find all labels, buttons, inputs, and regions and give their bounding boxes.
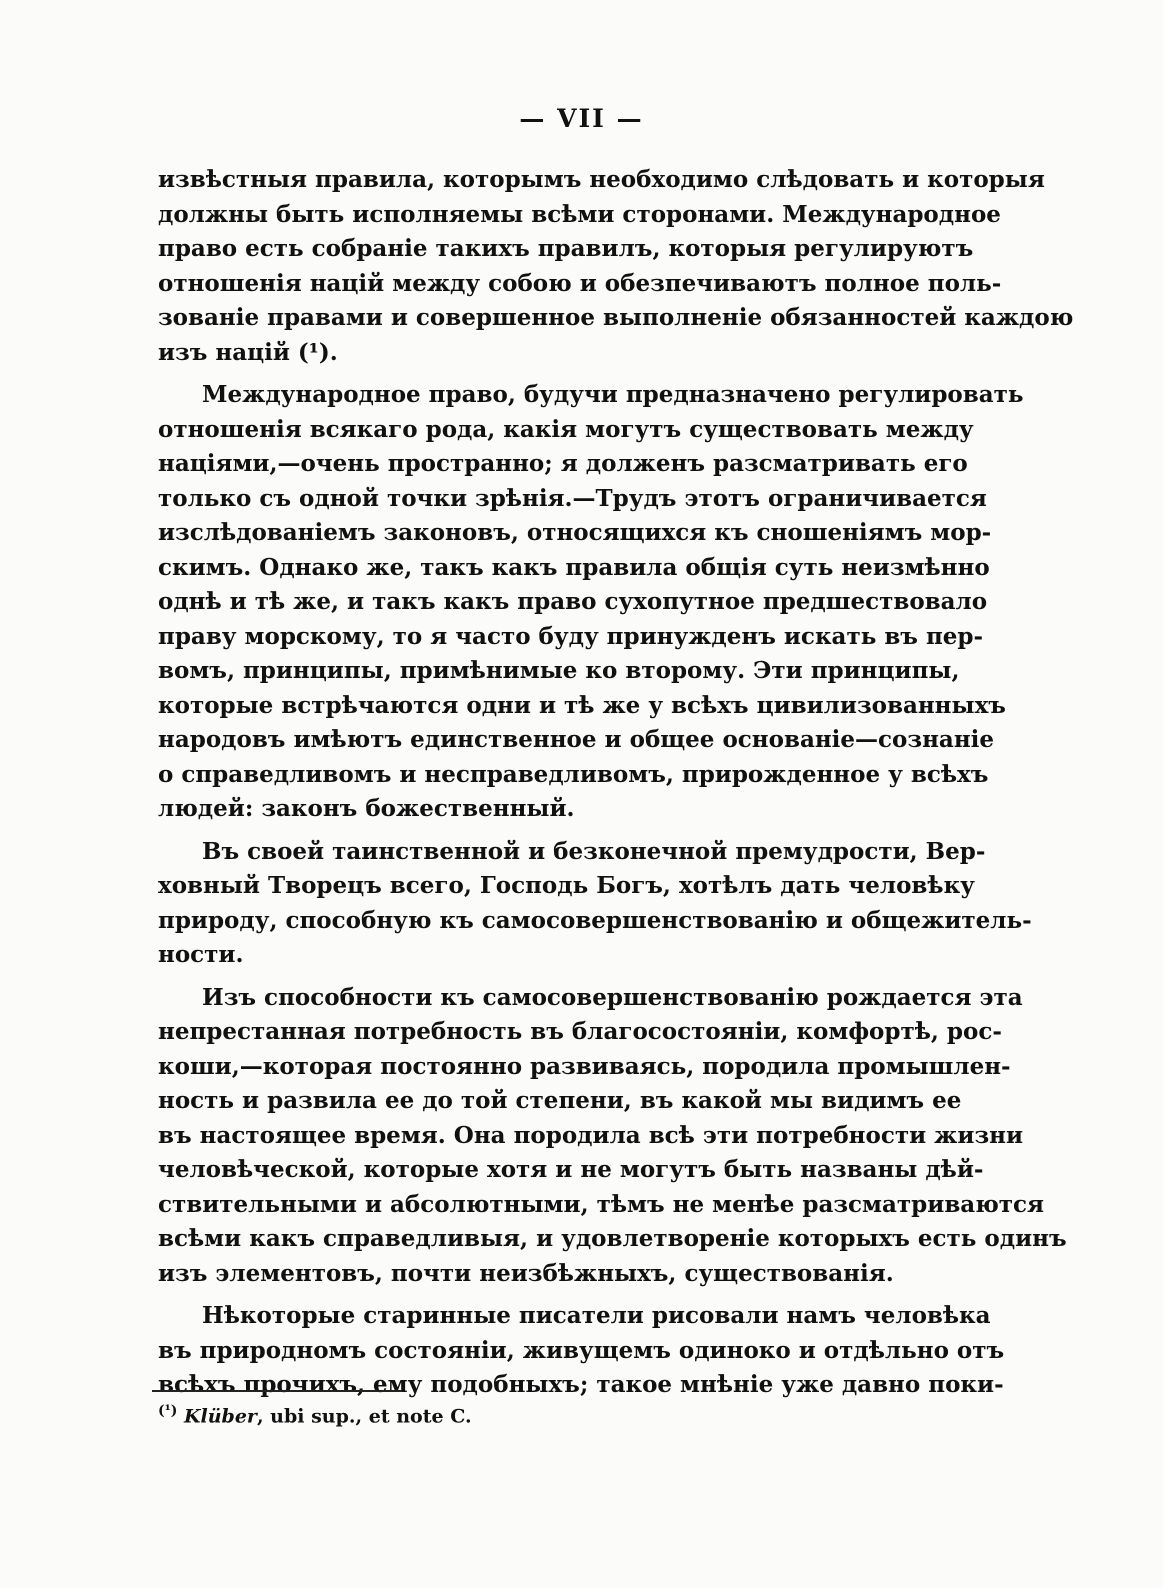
- footnote-author: Klüber: [184, 1405, 257, 1428]
- footnote: [158, 1403, 472, 1427]
- paragraph: [158, 1299, 1005, 1403]
- text-line: всѣхъ прочихъ, ему подобныхъ; такое мнѣніе уже давно поки-: [158, 1371, 1004, 1398]
- paragraph: [158, 835, 1032, 973]
- text-line: Изъ способности къ самосовершенствованію рождается эта: [202, 983, 1023, 1011]
- text-line: людей: законъ божественный.: [158, 795, 575, 822]
- paragraph: [158, 981, 1067, 1292]
- footnote-text: , ubi sup., et note C.: [256, 1405, 472, 1428]
- text-line: отношенія націй между собою и обезпечиваютъ полное поль-: [158, 269, 1002, 297]
- text-line: скимъ. Однако же, такъ какъ правила общія суть неизмѣнно: [158, 553, 990, 581]
- footnote-divider: [152, 1390, 402, 1392]
- text-line: Въ своей таинственной и безконечной премудрости, Вер-: [202, 837, 986, 865]
- text-line: коши,—которая постоянно развиваясь, породила промышлен-: [158, 1052, 1011, 1080]
- text-line: должны быть исполняемы всѣми сторонами. Международное: [158, 200, 1001, 228]
- text-line: однѣ и тѣ же, и такъ какъ право сухопутное предшествовало: [158, 588, 988, 615]
- text-line: непрестанная потребность въ благосостояніи, комфортѣ, рос-: [158, 1018, 1002, 1045]
- text-line: вомъ, принципы, примѣнимые ко второму. Эти принципы,: [158, 657, 960, 684]
- text-line: ховный Творецъ всего, Господь Богъ, хотѣлъ дать человѣку: [158, 872, 975, 899]
- text-line: право есть собраніе такихъ правилъ, которыя регулируютъ: [158, 235, 974, 262]
- text-line: зованіе правами и совершенное выполненіе обязанностей каждою: [158, 304, 1074, 331]
- text-line: ность и развила ее до той степени, въ какой мы видимъ ее: [158, 1087, 962, 1114]
- text-line: изъ элементовъ, почти неизбѣжныхъ, существованія.: [158, 1259, 894, 1287]
- text-line: націями,—очень пространно; я долженъ разсматривать его: [158, 450, 968, 477]
- text-line: всѣми какъ справедливыя, и удовлетвореніе которыхъ есть одинъ: [158, 1225, 1067, 1252]
- text-line: которые встрѣчаются одни и тѣ же у всѣхъ цивилизованныхъ: [158, 691, 1006, 719]
- text-line: изслѣдованіемъ законовъ, относящихся къ сношеніямъ мор-: [158, 519, 992, 546]
- text-line: только съ одной точки зрѣнія.—Трудъ этотъ ограничивается: [158, 484, 987, 512]
- text-line: въ природномъ состояніи, живущемъ одиноко и отдѣльно отъ: [158, 1336, 1005, 1364]
- text-line: Нѣкоторые старинные писатели рисовали намъ человѣка: [202, 1302, 991, 1329]
- page-number-header: — VII —: [519, 104, 644, 133]
- text-line: природу, способную къ самосовершенствованію и общежитель-: [158, 906, 1032, 934]
- text-line: въ настоящее время. Она породила всѣ эти потребности жизни: [158, 1121, 1024, 1149]
- text-line: ствительными и абсолютными, тѣмъ не менѣе разсматриваются: [158, 1190, 1045, 1218]
- body-text: [158, 163, 1074, 1411]
- text-line: ности.: [158, 941, 244, 968]
- text-line: праву морскому, то я часто буду принужденъ искать въ пер-: [158, 622, 984, 650]
- paragraph: [158, 163, 1074, 370]
- text-line: народовъ имѣютъ единственное и общее основаніе—сознаніе: [158, 726, 995, 753]
- text-line: извѣстныя правила, которымъ необходимо слѣдовать и которыя: [158, 166, 1045, 193]
- text-line: о справедливомъ и несправедливомъ, прирожденное у всѣхъ: [158, 760, 989, 788]
- text-line: человѣческой, которые хотя и не могутъ быть названы дѣй-: [158, 1156, 984, 1183]
- footnote-marker: (¹): [158, 1403, 178, 1419]
- text-line: изъ націй (¹).: [158, 338, 338, 366]
- paragraph: [158, 378, 1024, 827]
- text-line: отношенія всякаго рода, какія могутъ существовать между: [158, 415, 974, 443]
- text-line: Международное право, будучи предназначено регулировать: [202, 381, 1024, 408]
